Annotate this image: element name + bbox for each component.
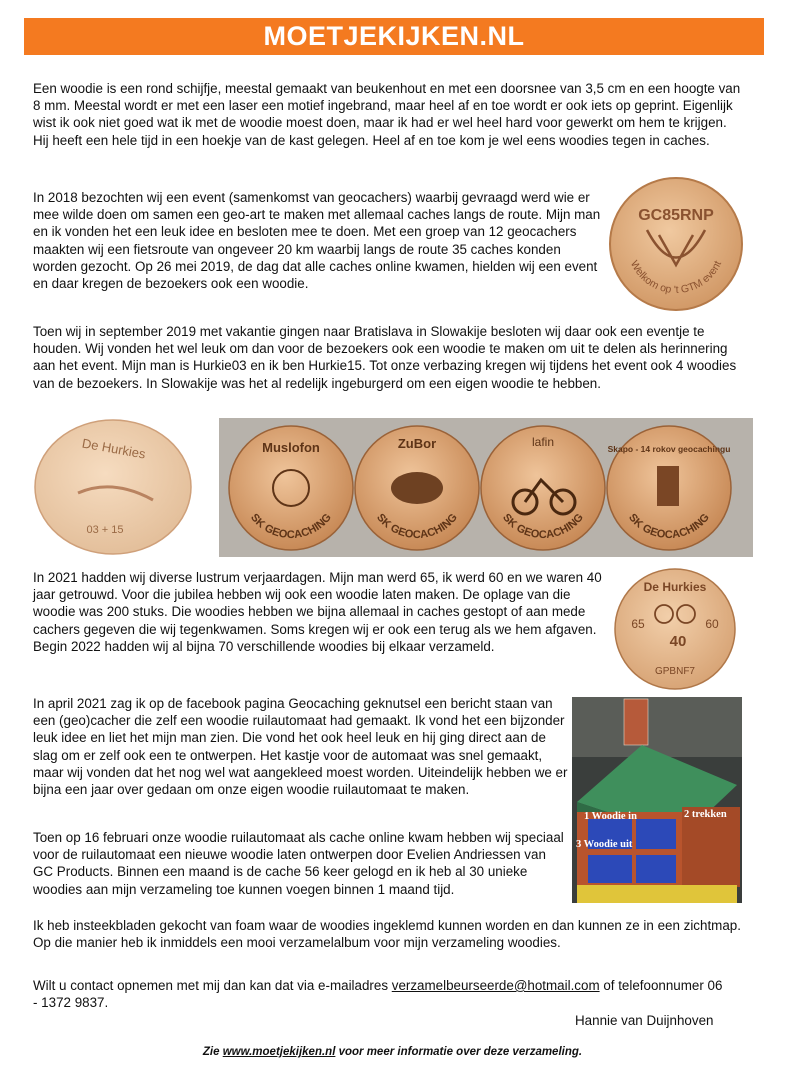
jubilee-center-number: 40 <box>669 633 687 650</box>
photo-label-out: 3 Woodie uit <box>576 839 633 850</box>
author-signature: Hannie van Duijnhoven <box>575 1013 714 1028</box>
sk-coin-name: ZuBor <box>397 436 437 451</box>
paragraph-contact <box>33 977 723 1011</box>
sk-coin-zubor <box>355 426 479 550</box>
paragraph-online: Toen op 16 februari onze woodie ruilautomaat als cache online kwam hebben wij speciaal voor de ruilautomaat een nieuwe woodie laten ontwerpen door Evelien Andriessen van GC Products. Binnen een maand is de cache 56 keer gelogd en ik heb al 30 unieke woodies aan mijn verzameling toe kunnen voegen binnen 1 maand tijd. <box>33 830 564 897</box>
sk-coin-name: Skapo - 14 rokov geocachingu <box>607 444 731 454</box>
sk-coin-ring: SK GEOCACHING <box>374 511 460 542</box>
woodie-gc85rnp-image <box>607 175 745 313</box>
sk-coin-ring: SK GEOCACHING <box>248 511 334 542</box>
jubilee-right-number: 60 <box>705 617 719 631</box>
footer-pre: Zie <box>202 1046 223 1058</box>
sk-coin-skapo <box>607 426 731 550</box>
paragraph-intro: Een woodie is een rond schijfje, meestal gemaakt van beukenhout en met een doorsnee van 3,5 cm en een hoogte van 8 mm. Meestal wordt er met een laser een motief ingebrand, maar heel af en toe wordt er ook iets op geprint. Eigenlijk wist ik ook niet goed wat ik met de woodie moest doen, maar ik had er wel heel hard voor gewerkt om hem te krijgen. Hij heeft een hele tijd in een hoekje van de kast gelegen. Heel af en toe kom je wel eens woodies tegen in caches. <box>33 81 741 148</box>
jubilee-name-text: De Hurkies <box>643 580 707 594</box>
woodie-jubilee-image <box>612 566 738 692</box>
paragraph-insteekbladen: Ik heb insteekbladen gekocht van foam waar de woodies ingeklemd kunnen worden en dan kunnen ze in een zichtmap. Op die manier heb ik inmiddels een mooi verzamelalbum voor mijn verzameling woodies. <box>33 918 741 951</box>
paragraph-ruilautomaat: In april 2021 zag ik op de facebook pagina Geocaching geknutsel een bericht staan van een (geo)cacher die zelf een woodie ruilautomaat had gemaakt. Ik vond het een bijzonder leuk idee en liet het mijn man zien. Die vond het ook heel leuk en hij ging direct aan de slag om er zelf ook een te ontwerpen. Het kastje voor de automaat was snel gemaakt, maar wij vonden dat het nog wel wat aangekleed moest worden. Uiteindelijk hebben we er bijna een jaar over gedaan om onze eigen woodie ruilautomaat te maken. <box>33 696 568 798</box>
paragraph-jubilea: In 2021 hadden wij diverse lustrum verjaardagen. Mijn man werd 65, ik werd 60 en we waren 40 jaar getrouwd. Voor die jubilea hebben wij ook een woodie laten maken. De oplage van die woodie was 200 stuks. Die woodies hebben we bijna allemaal in caches gestopt of aan mede cachers gegeven die wij tegenkwamen. Soms kregen wij er ook een terug als we hem afgaven. Begin 2022 hadden wij al bijna 70 verschillende woodies bij elkaar verzameld. <box>33 570 602 654</box>
contact-text-post: of telefoonnumer 06 - 1372 9837. <box>33 978 723 1011</box>
paragraph-bratislava: Toen wij in september 2019 met vakantie gingen naar Bratislava in Slowakije besloten wij daar ook een eventje te houden. Wij vonden het wel leuk om dan voor de bezoekers ook een woodie te maken om uit te delen als herinnering aan het event. Mijn man is Hurkie03 en ik ben Hurkie15. Tot onze verbazing kregen wij tijdens het event ook 4 woodies van de bezoekers. In Slowakije was het al redelijk ingeburgerd om een eigen woodie te hebben. <box>33 324 737 391</box>
coin-code-text: GC85RNP <box>638 207 714 224</box>
sk-coin-ring: SK GEOCACHING <box>626 511 712 542</box>
email-link[interactable]: verzamelbeurseerde@hotmail.com <box>391 978 600 993</box>
sk-woodies-photo <box>219 418 753 557</box>
hurkies-numbers-text: 03 + 15 <box>86 524 124 536</box>
jubilee-left-number: 65 <box>631 617 645 631</box>
jubilee-code-text: GPBNF7 <box>654 666 696 677</box>
sk-coin-muslofon <box>229 426 353 550</box>
footer-note <box>0 1046 785 1058</box>
coin-ring-text: Welkom op 't GTM event <box>627 258 725 297</box>
ruilautomaat-photo <box>572 697 742 903</box>
sk-coin-name: Muslofon <box>262 440 320 455</box>
sk-coin-lafin <box>481 426 605 550</box>
woodie-hurkies-image <box>33 418 193 556</box>
photo-label-pull: 2 trekken <box>684 809 727 820</box>
hurkies-name-text: De Hurkies <box>80 435 147 462</box>
footer-post: voor meer informatie over deze verzameling. <box>335 1046 583 1058</box>
sk-coin-ring: SK GEOCACHING <box>500 511 586 542</box>
paragraph-event-2018: In 2018 bezochten wij een event (samenkomst van geocachers) waarbij gevraagd werd wie er mee wilde doen om samen een geo-art te maken met allemaal caches langs de route. Mijn man en ik vonden het een leuk idee en besloten mee te doen. Met een groep van 12 geocachers maakten wij een fietsroute van ongeveer 20 km waarbij langs de route 35 caches konden worden gezocht. Op 26 mei 2019, de dag dat alle caches online kwamen, hielden wij een event en daar kregen de bezoekers ook een woodie. <box>33 190 601 292</box>
footer-website-link[interactable]: www.moetjekijken.nl <box>222 1046 336 1058</box>
contact-text-pre: Wilt u contact opnemen met mij dan kan dat via e-mailadres <box>33 978 392 993</box>
sk-coin-name: lafin <box>531 435 555 449</box>
site-banner: MOETJEKIJKEN.NL <box>24 18 764 55</box>
photo-label-in: 1 Woodie in <box>584 811 637 822</box>
